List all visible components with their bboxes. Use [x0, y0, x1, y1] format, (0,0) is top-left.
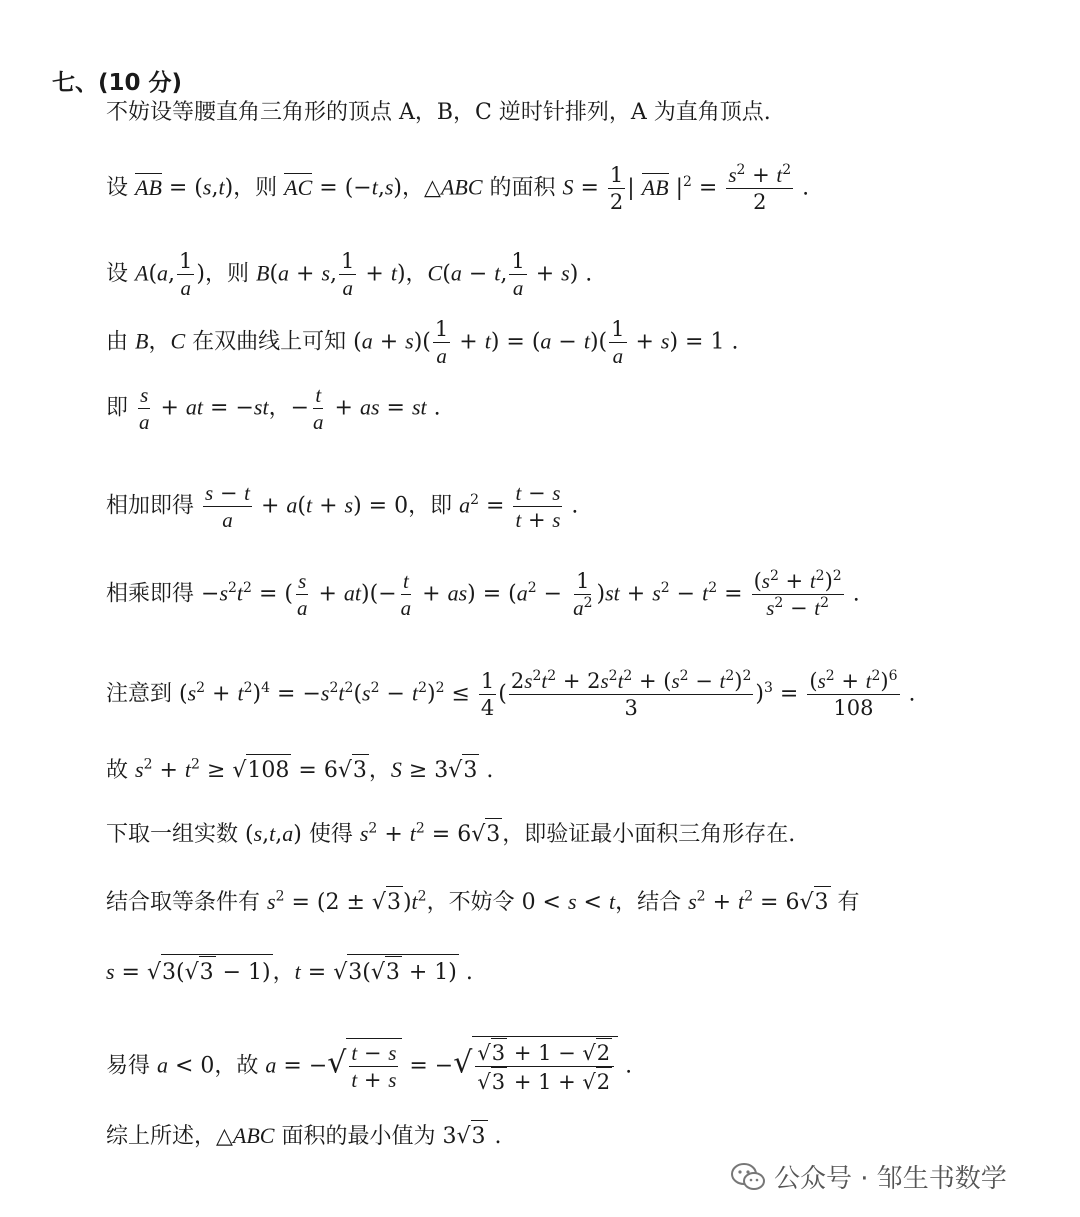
- solution-line-13: 易得 a < 0，故 a = −√ $\frac{t - s}{t + s}$ = −√ $\frac{√3 + 1 - √2}{√3 + 1 + √2}$ .: [106, 1036, 632, 1095]
- wechat-icon: [730, 1162, 766, 1192]
- solution-line-11: 结合取等条件有 $s^2 = (2 \pm √3)t^2$，不妨令 0 < s < t，结合 $s^2 + t^2 = 6√3$ 有: [106, 886, 860, 918]
- solution-line-5: 即 $\frac{s}{a}$ + at = −st，− $\frac{t}{a}$ + as = st .: [106, 383, 441, 434]
- watermark: [730, 1158, 1007, 1195]
- solution-line-3: 设 A(a, $\frac{1}{a}$ )，则 B(a + s, $\frac{1}{a}$ + t)，C(a − t, $\frac{1}{a}$ + s) .: [106, 249, 593, 300]
- solution-line-6: 相加即得 $\frac{s - t}{a}$ + a(t + s) = 0，即 $a^2$ = $\frac{t - s}{t + s}$ .: [106, 481, 579, 532]
- solution-line-4: 由 B，C 在双曲线上可知 (a + s)( $\frac{1}{a}$ + t) = (a − t)( $\frac{1}{a}$ + s) = 1 .: [106, 317, 739, 368]
- solution-line-10: 下取一组实数 (s,t,a) 使得 $s^2 + t^2 = 6√3$，即验证最小面积三角形存在.: [106, 818, 795, 850]
- watermark-text: 公众号 · 邹生书数学: [774, 1164, 1007, 1194]
- solution-line-7: 相乘即得 $-s^2t^2$ = ( $\frac{s}{a}$ + at)(− $\frac{t}{a}$ + $as) = (a^2$ − $\frac{1}{a^2}$ )$st + s^2 - t^2$ = $\frac{(s^2 + t^2)^2}{s^2 - t^2}$ .: [106, 568, 860, 620]
- solution-line-9: 故 $s^2 + t^2 \ge √108 = 6√3$，S ≥ 3√3 .: [106, 754, 493, 786]
- solution-line-14: 综上所述，△ABC 面积的最小值为 3√3 .: [106, 1120, 502, 1152]
- solution-line-1: 不妨设等腰直角三角形的顶点 A，B，C 逆时针排列，A 为直角顶点.: [106, 100, 771, 125]
- solution-line-8: 注意到 $(s^2 + t^2)^4 = -s^2t^2(s^2 - t^2)^2$ ≤ $\frac{1}{4}$ ( $\frac{2s^2t^2 + 2s^2t^2 + (s^2 - t^2)^2}{3}$ )$^3$ = $\frac{(s^2 + t^2)^6}{108}$ .: [106, 668, 916, 720]
- solution-line-12: s = √3(√3 − 1)，t = √3(√3 + 1) .: [106, 954, 473, 988]
- section-title: 七、(10 分): [52, 70, 183, 96]
- solution-line-2: 设 AB = (s,t)，则 AC = (−t,s)，△ABC 的面积 S = $\frac{1}{2}$ | AB $|^2$ = $\frac{s^2 + t^2}{2}$ .: [106, 162, 810, 214]
